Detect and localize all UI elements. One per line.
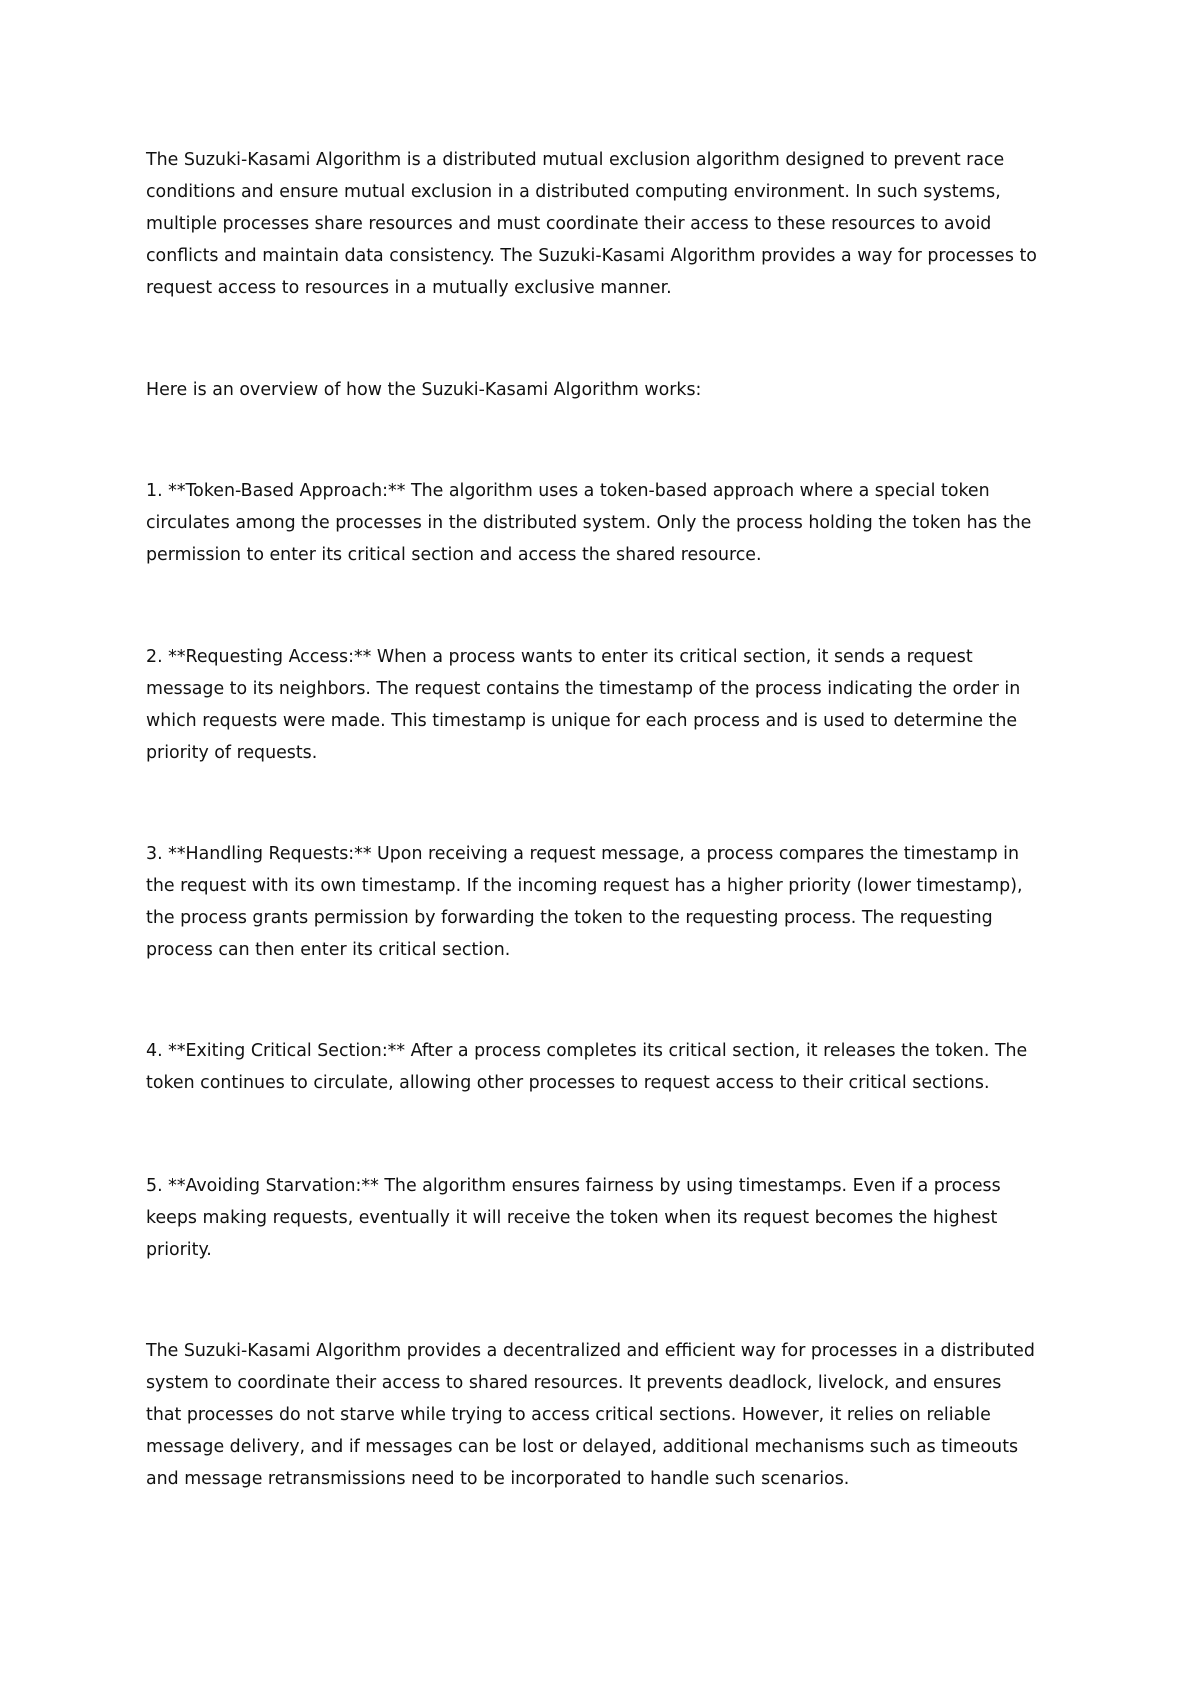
intro-paragraph: The Suzuki-Kasami Algorithm is a distributed mutual exclusion algorithm designed to prevent race conditions and ensure mutual exclusion in a distributed computing environment. In such systems, multiple processes share resources and must coordinate their access to these resources to avoid conflicts and maintain data consistency. The Suzuki-Kasami Algorithm provides a way for processes to request access to resources in a mutually exclusive manner. (146, 150, 1037, 298)
list-item-exiting-critical-section: 4. **Exiting Critical Section:** After a process completes its critical section, it releases the token. The token continues to circulate, allowing other processes to request access to their critical sections. (146, 1041, 1028, 1093)
list-item-token-based-approach: 1. **Token-Based Approach:** The algorithm uses a token-based approach where a special token circulates among the processes in the distributed system. Only the process holding the token has the permission to enter its critical section and access the shared resource. (146, 481, 1032, 565)
list-item-requesting-access: 2. **Requesting Access:** When a process wants to enter its critical section, it sends a request message to its neighbors. The request contains the timestamp of the process indicating the order in which requests were made. This timestamp is unique for each process and is used to determine the priority of requests. (146, 647, 1021, 763)
overview-paragraph: Here is an overview of how the Suzuki-Kasami Algorithm works: (146, 380, 702, 400)
list-item-avoiding-starvation: 5. **Avoiding Starvation:** The algorithm ensures fairness by using timestamps. Even if a process keeps making requests, eventually it will receive the token when its request becomes the highest priority. (146, 1176, 1001, 1260)
list-item-handling-requests: 3. **Handling Requests:** Upon receiving a request message, a process compares the timestamp in the request with its own timestamp. If the incoming request has a higher priority (lower timestamp), the process grants permission by forwarding the token to the requesting process. The requesting process can then enter its critical section. (146, 844, 1023, 960)
conclusion-paragraph: The Suzuki-Kasami Algorithm provides a decentralized and efficient way for processes in a distributed system to coordinate their access to shared resources. It prevents deadlock, livelock, and ensures that processes do not starve while trying to access critical sections. However, it relies on reliable message delivery, and if messages can be lost or delayed, additional mechanisms such as timeouts and message retransmissions need to be incorporated to handle such scenarios. (146, 1341, 1035, 1489)
